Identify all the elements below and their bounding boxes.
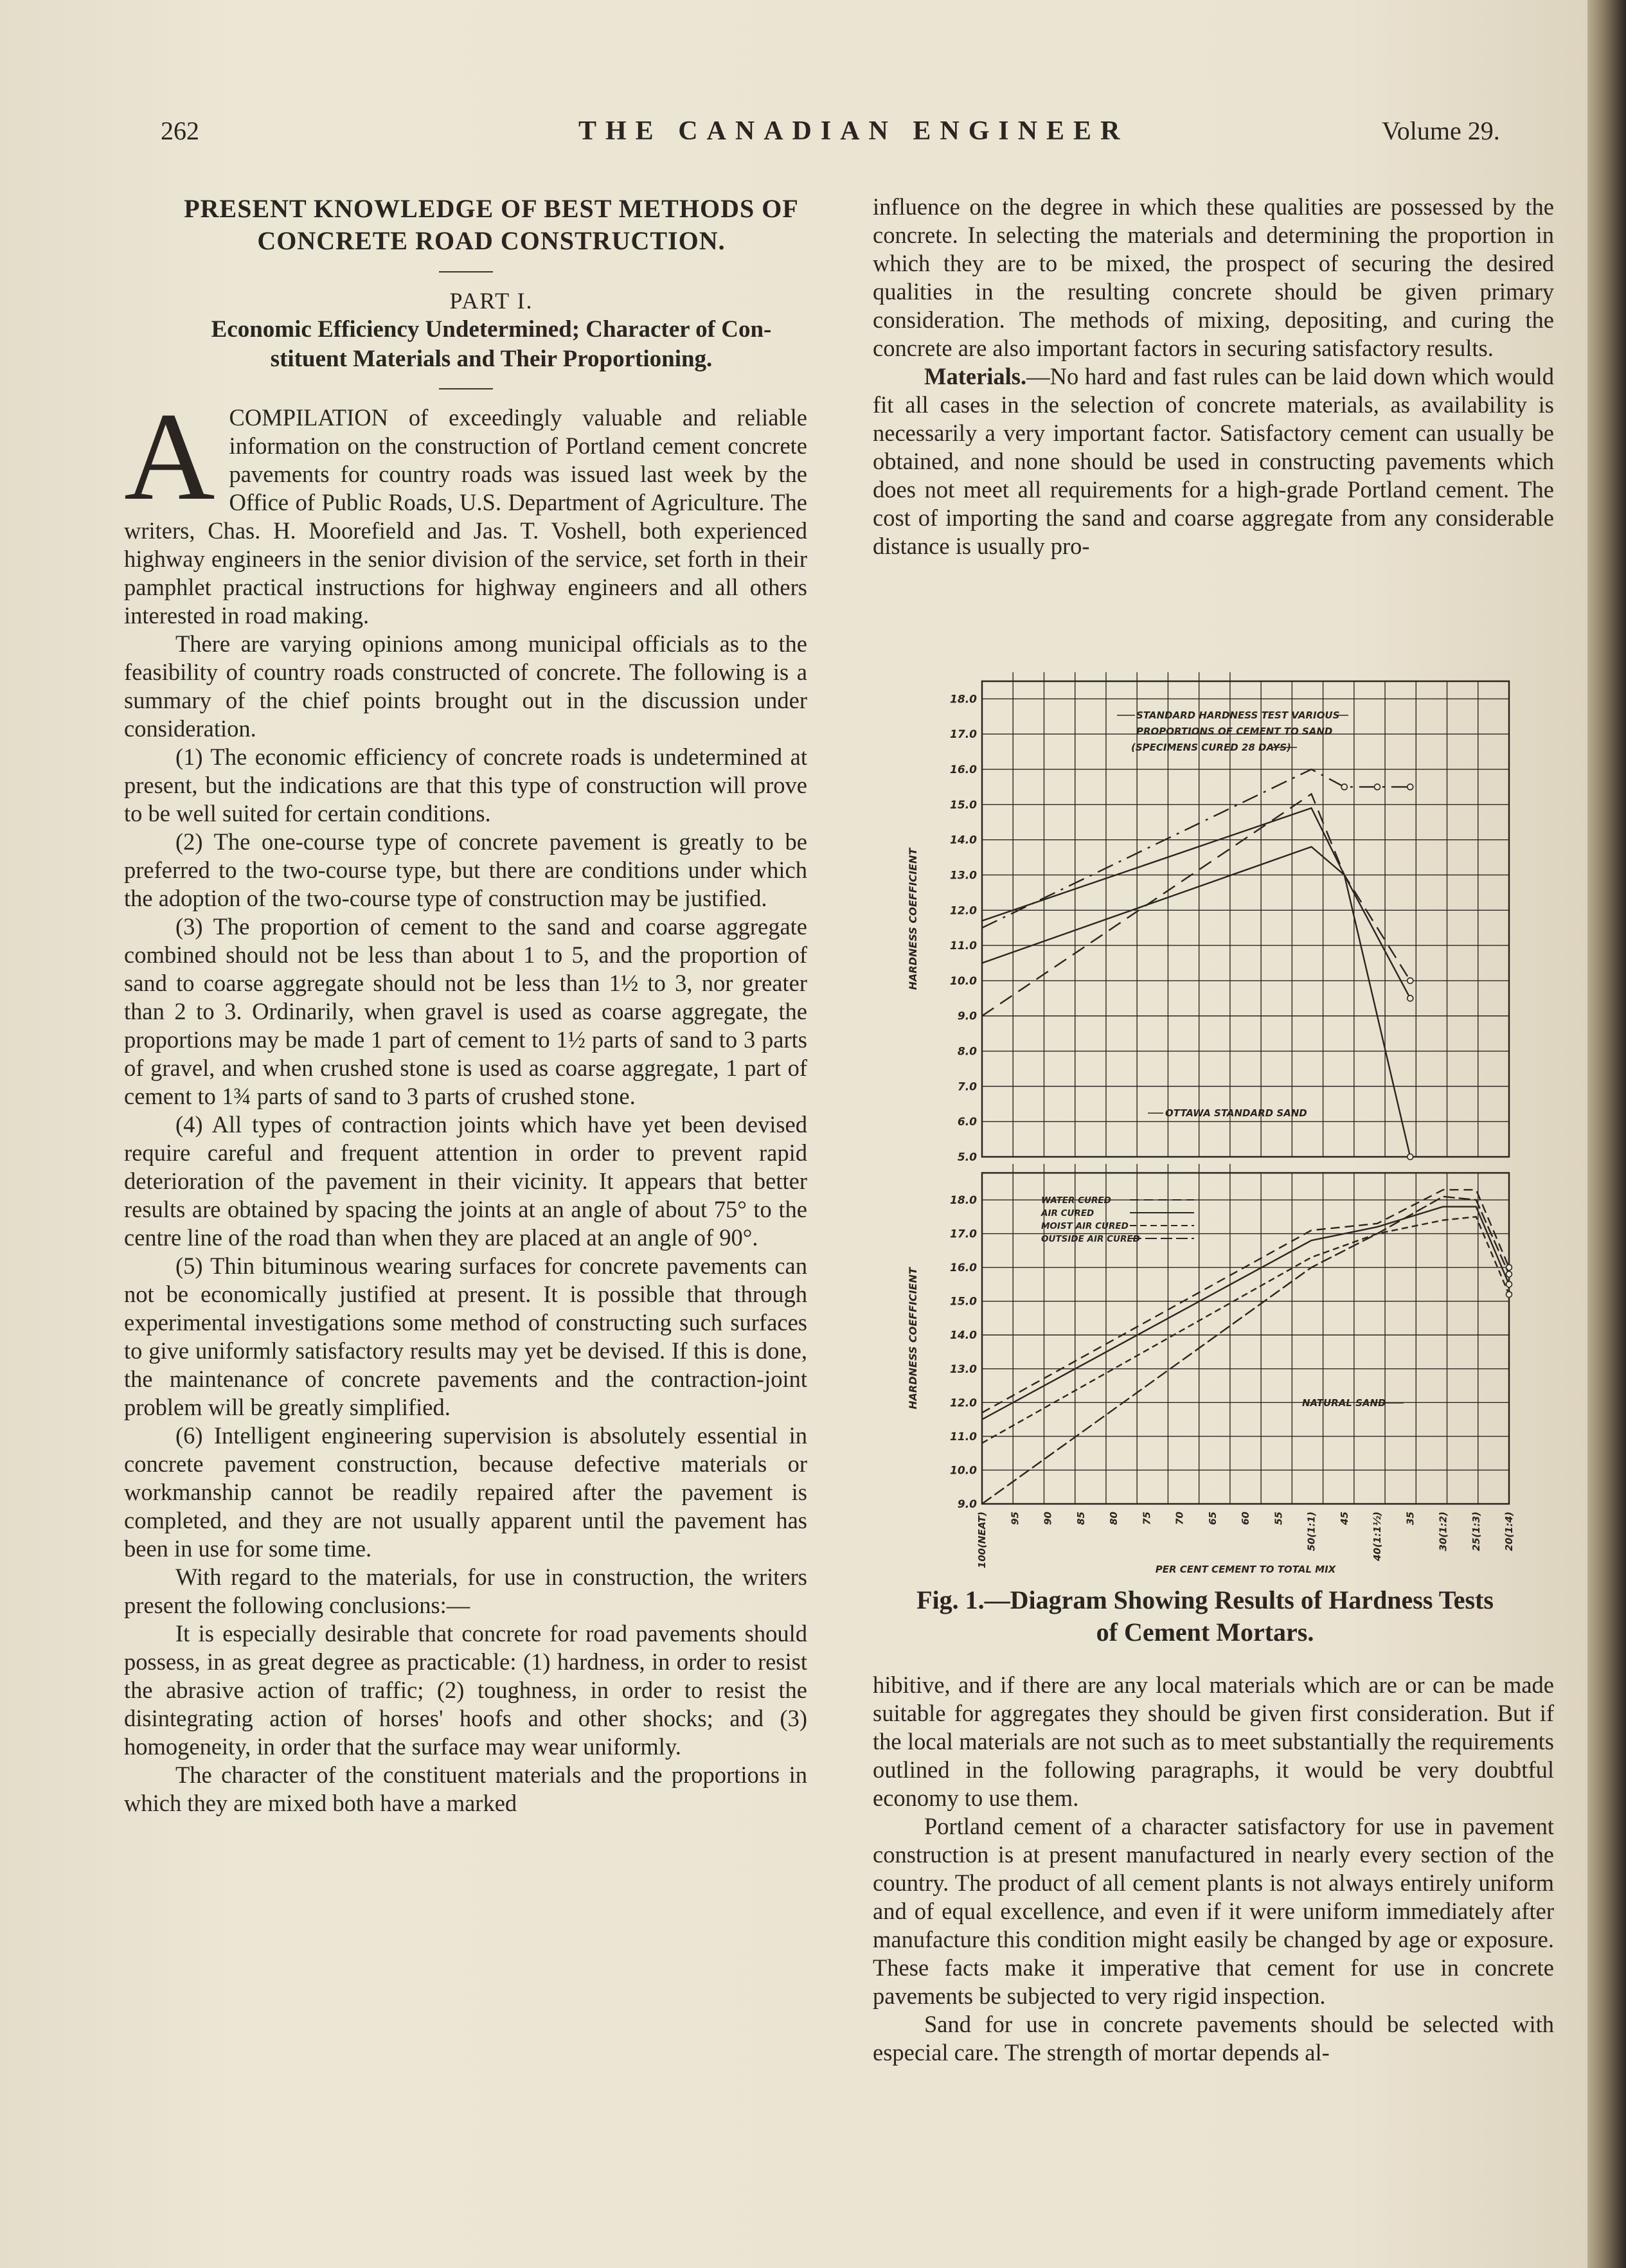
y-tick-label: 6.0 bbox=[957, 1116, 977, 1129]
y-tick-label: 9.0 bbox=[957, 1010, 977, 1023]
series-line bbox=[982, 1217, 1509, 1443]
running-header bbox=[0, 116, 1587, 154]
x-tick-label: 65 bbox=[1206, 1512, 1219, 1525]
x-tick-label: 55 bbox=[1273, 1512, 1285, 1525]
x-tick-label: 75 bbox=[1141, 1512, 1153, 1525]
y-tick-label: 16.0 bbox=[950, 763, 977, 777]
x-tick-label: 95 bbox=[1009, 1512, 1021, 1525]
paragraph: (5) Thin bituminous wearing surfaces for concrete pavements can not be economically justified at present. It is possible that through experimental investigations some method of constructing such surfaces to give uniformly satisfactory results may yet be devised. If this is done, the maintenance of concrete pavements and the contraction-joint problem will be greatly simplified. bbox=[124, 1253, 807, 1420]
subtitle-rule bbox=[439, 388, 493, 389]
x-tick-label: 45 bbox=[1338, 1512, 1350, 1525]
paragraph: (2) The one-course type of concrete pavement is greatly to be preferred to the two-course type, but there are conditions under which the adoption of the two-course type of construction may be justified. bbox=[124, 828, 807, 911]
legend-label: AIR CURED bbox=[1041, 1208, 1094, 1219]
figure-hardness-diagram bbox=[886, 668, 1554, 1584]
materials-paragraph bbox=[873, 362, 1554, 560]
y-tick-label: 13.0 bbox=[950, 869, 977, 882]
right-paragraph-continued: influence on the degree in which these qualities are possessed by the concrete. In selecting the materials and determining the proportion in which they are to be mixed, the prospect of securing the desired qualities in the resulting concrete should be given primary consideration. The methods of mixing, depositing, and curing the concrete are also important factors in securing satisfactory results. bbox=[873, 193, 1554, 361]
x-tick-label: 100(NEAT) bbox=[976, 1512, 988, 1569]
right-column-bottom bbox=[873, 1671, 1554, 2067]
y-tick-label: 9.0 bbox=[957, 1498, 977, 1511]
article-subtitle-line-2: stituent Materials and Their Proportioning. bbox=[270, 346, 713, 372]
legend-label: WATER CURED bbox=[1041, 1195, 1111, 1206]
y-tick-label: 14.0 bbox=[950, 1329, 977, 1343]
left-paragraphs bbox=[124, 630, 807, 1817]
title-rule bbox=[439, 271, 493, 272]
y-tick-label: 8.0 bbox=[957, 1045, 977, 1058]
y-axis-label: HARDNESS COEFFICIENT bbox=[907, 848, 919, 990]
article-title-line-1: PRESENT KNOWLEDGE OF BEST METHODS OF bbox=[184, 194, 799, 223]
materials-heading: Materials. bbox=[924, 363, 1027, 389]
paragraph: (4) All types of contraction joints which have yet been devised require careful and frequent attention in order to prevent rapid deterioration of the pavement in their vicinity. It appears that better results are obtained by spacing the joints at an angle of about 75° to the centre line of the road than when they are placed at an angle of 90°. bbox=[124, 1111, 807, 1251]
data-point bbox=[1506, 1271, 1512, 1277]
y-tick-label: 7.0 bbox=[957, 1080, 977, 1094]
figure-caption-line-1: Fig. 1.—Diagram Showing Results of Hardness Tests bbox=[916, 1585, 1494, 1614]
x-tick-label: 80 bbox=[1108, 1512, 1120, 1525]
y-tick-label: 17.0 bbox=[950, 1228, 977, 1241]
paragraph: Sand for use in concrete pavements should be selected with especial care. The strength of mortar depends al- bbox=[873, 2011, 1554, 2066]
x-tick-label: 50(1:1) bbox=[1305, 1512, 1318, 1551]
y-tick-label: 12.0 bbox=[950, 904, 977, 918]
annotation-text: STANDARD HARDNESS TEST VARIOUS bbox=[1136, 710, 1340, 721]
volume-number: Volume 29. bbox=[1382, 116, 1500, 145]
x-tick-label: 70 bbox=[1174, 1512, 1186, 1525]
y-tick-label: 10.0 bbox=[950, 974, 977, 988]
y-tick-label: 18.0 bbox=[950, 1194, 977, 1208]
series-line bbox=[982, 847, 1410, 999]
paragraph: Portland cement of a character satisfactory for use in pavement construction is at present manufactured in nearly every section of the country. The product of all cement plants is not always entirely uniform and of equal excellence, and even if it were uniform immediately after manufacture this condition might easily be changed by age or exposure. These facts make it imperative that cement for use in concrete pavements be subjected to very rigid inspection. bbox=[873, 1813, 1554, 2009]
book-binding-edge bbox=[1587, 0, 1626, 2268]
journal-title: THE CANADIAN ENGINEER bbox=[578, 116, 1129, 146]
x-tick-label: 90 bbox=[1042, 1512, 1054, 1525]
x-tick-label: 85 bbox=[1075, 1512, 1087, 1525]
drop-cap: A bbox=[124, 387, 215, 526]
legend-label: OUTSIDE AIR CURED bbox=[1041, 1234, 1140, 1244]
paragraph: With regard to the materials, for use in construction, the writers present the following conclusions:— bbox=[124, 1564, 807, 1618]
lead-paragraph: COMPILATION of exceedingly valuable and reliable information on the construction of Portland cement concrete pavements for country roads was issued last week by the Office of Public Roads, U.S. Department of Agriculture. The writers, Chas. H. Moorefield and Jas. T. Voshell, both experienced highway engineers in the senior division of the service, set forth in their pamphlet practical instructions for highway engineers and all others interested in road making. bbox=[124, 404, 807, 629]
y-tick-label: 5.0 bbox=[957, 1151, 977, 1164]
y-tick-label: 15.0 bbox=[950, 1295, 977, 1308]
data-point bbox=[1407, 784, 1413, 790]
paragraph: (3) The proportion of cement to the sand and coarse aggregate combined should not be less than about 1 to 5, and the proportion of sand to coarse aggregate should not be less than 1½ to 3, nor greater than 2 to 3. Ordinarily, when gravel is used as coarse aggregate, the proportions may be made 1 part of cement to 1½ parts of sand to 3 parts of gravel, and when crushed stone is used as coarse aggregate, 1 part of cement to 1¾ parts of sand to 3 parts of crushed stone. bbox=[124, 913, 807, 1109]
paragraph: (1) The economic efficiency of concrete roads is undetermined at present, but the indications are that this type of construction will prove to be well suited for certain conditions. bbox=[124, 744, 807, 826]
paragraph: There are varying opinions among municipal officials as to the feasibility of country roads constructed of concrete. The following is a summary of the chief points brought out in the discussion under consideration. bbox=[124, 630, 807, 742]
x-axis-label: PER CENT CEMENT TO TOTAL MIX bbox=[1155, 1564, 1336, 1575]
article-part: PART I. bbox=[449, 288, 533, 314]
y-tick-label: 15.0 bbox=[950, 798, 977, 812]
right-bottom-paragraphs bbox=[873, 1671, 1554, 2067]
y-axis-label: HARDNESS COEFFICIENT bbox=[907, 1267, 919, 1409]
materials-text: —No hard and fast rules can be laid down which would fit all cases in the selection of concrete materials, as availability is necessarily a very important factor. Satisfactory cement can usually be obtained, and none should be used in constructing pavements which does not meet all requirements for a high-grade Portland cement. The cost of importing the sand and coarse aggregate from any considerable distance is usually pro- bbox=[873, 363, 1554, 559]
x-tick-label: 20(1:4) bbox=[1503, 1512, 1515, 1551]
page-number: 262 bbox=[161, 116, 199, 145]
annotation-text: NATURAL SAND bbox=[1302, 1397, 1386, 1409]
data-point bbox=[1407, 978, 1413, 983]
data-point bbox=[1407, 996, 1413, 1001]
paragraph: The character of the constituent materials and the proportions in which they are mixed both have a marked bbox=[124, 1762, 807, 1816]
annotation-text: PROPORTIONS OF CEMENT TO SAND bbox=[1136, 726, 1333, 737]
annotation-text: (SPECIMENS CURED 28 DAYS) bbox=[1131, 742, 1291, 753]
data-point bbox=[1407, 1154, 1413, 1160]
y-tick-label: 14.0 bbox=[950, 834, 977, 847]
data-point bbox=[1506, 1281, 1512, 1287]
article-subtitle-line-1: Economic Efficiency Undetermined; Character of Con- bbox=[211, 316, 772, 343]
series-line bbox=[982, 808, 1410, 1157]
y-tick-label: 16.0 bbox=[950, 1262, 977, 1275]
y-tick-label: 10.0 bbox=[950, 1464, 977, 1478]
x-tick-label: 35 bbox=[1404, 1512, 1416, 1525]
x-tick-label: 30(1:2) bbox=[1437, 1512, 1449, 1551]
lead-paragraph-block bbox=[124, 387, 807, 630]
x-tick-label: 60 bbox=[1240, 1512, 1251, 1525]
x-tick-label: 25(1:3) bbox=[1470, 1512, 1482, 1551]
figure-caption-line-2: of Cement Mortars. bbox=[1096, 1618, 1314, 1647]
y-tick-label: 11.0 bbox=[950, 1430, 977, 1443]
legend-label: MOIST AIR CURED bbox=[1041, 1221, 1129, 1231]
x-tick-label: 40(1:1½) bbox=[1371, 1512, 1383, 1561]
y-tick-label: 17.0 bbox=[950, 728, 977, 742]
data-point bbox=[1506, 1292, 1512, 1298]
hardness-chart bbox=[886, 668, 1554, 1581]
series-line bbox=[982, 769, 1410, 928]
right-column-top bbox=[873, 193, 1554, 560]
article-title-line-2: CONCRETE ROAD CONSTRUCTION. bbox=[257, 226, 726, 255]
series-line bbox=[982, 794, 1410, 1015]
y-tick-label: 12.0 bbox=[950, 1397, 977, 1410]
left-column bbox=[124, 193, 807, 1817]
figure-caption bbox=[855, 1584, 1555, 1648]
y-tick-label: 13.0 bbox=[950, 1362, 977, 1376]
data-point bbox=[1375, 784, 1380, 790]
y-tick-label: 18.0 bbox=[950, 693, 977, 706]
data-point bbox=[1341, 784, 1347, 790]
paragraph: (6) Intelligent engineering supervision is absolutely essential in concrete pavement construction, because defective materials or workmanship cannot be readily repaired after the pavement is completed, and they are not usually apparent until the pavement has been in use for some time. bbox=[124, 1422, 807, 1562]
paragraph: hibitive, and if there are any local materials which are or can be made suitable for aggregates they should be given first consideration. But if the local materials are not such as to meet substantially the requirements outlined in the following paragraphs, it would be very doubtful economy to use them. bbox=[873, 1672, 1554, 1811]
annotation-text: OTTAWA STANDARD SAND bbox=[1165, 1107, 1307, 1119]
paragraph: It is especially desirable that concrete for road pavements should possess, in as great degree as practicable: (1) hardness, in order to resist the abrasive action of traffic; (2) toughness, in order to resist the disintegrating action of horses' hoofs and other shocks; and (3) homogeneity, in order that the surface may wear uniformly. bbox=[124, 1620, 807, 1760]
y-tick-label: 11.0 bbox=[950, 940, 977, 953]
